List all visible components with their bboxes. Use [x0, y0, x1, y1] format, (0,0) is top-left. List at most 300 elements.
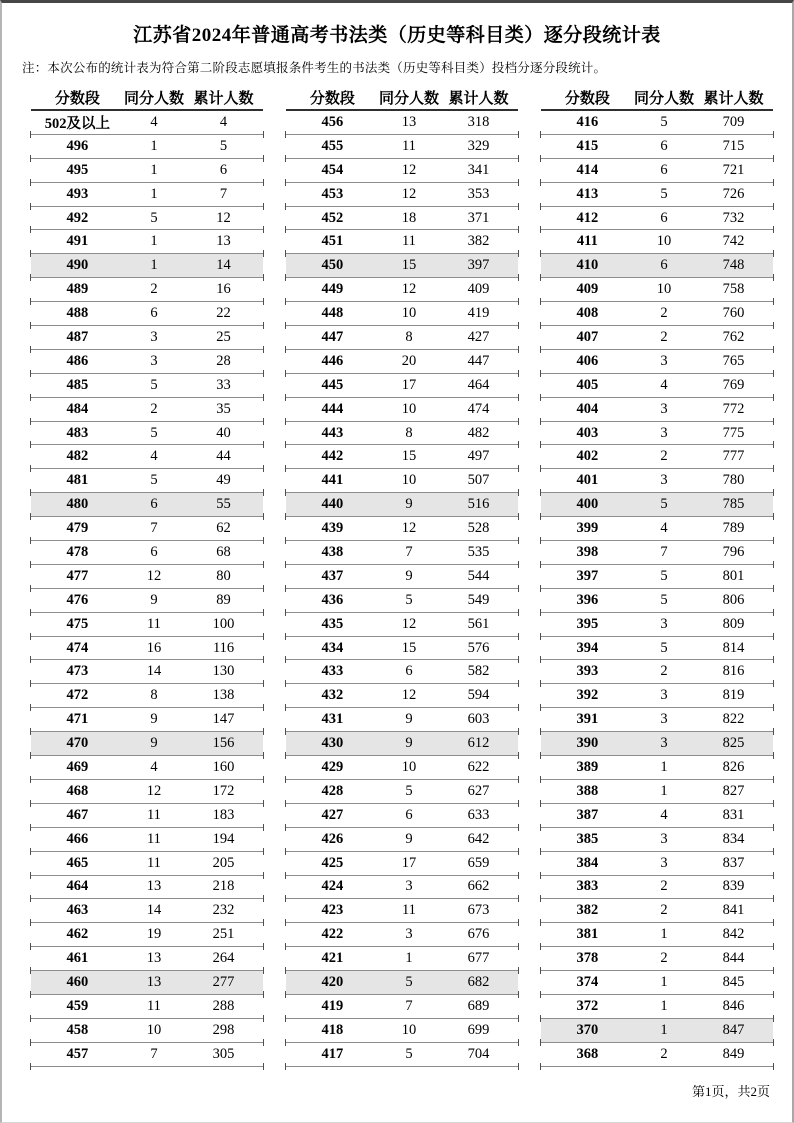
same-count-cell: 5 [660, 639, 668, 656]
table-row [541, 876, 773, 900]
table-row [286, 374, 518, 398]
score-cell: 425 [321, 854, 344, 871]
score-cell: 486 [66, 352, 89, 369]
cumulative-count-cell: 49 [216, 472, 231, 489]
score-cell: 460 [66, 974, 89, 990]
score-cell: 432 [321, 687, 344, 704]
score-cell: 422 [321, 926, 344, 943]
score-cell: 472 [66, 687, 89, 704]
same-count-cell: 10 [401, 472, 417, 489]
score-cell: 416 [576, 113, 599, 130]
cumulative-count-cell: 544 [467, 567, 490, 584]
score-cell: 466 [66, 830, 89, 847]
cumulative-count-cell: 659 [467, 854, 490, 871]
score-cell: 430 [321, 735, 344, 752]
same-count-cell: 10 [401, 400, 417, 417]
same-count-cell: 5 [150, 209, 158, 226]
cumulative-count-cell: 35 [216, 400, 231, 417]
same-count-cell: 11 [146, 997, 161, 1014]
table-row [31, 637, 263, 661]
same-count-cell: 5 [660, 591, 668, 608]
score-cell: 404 [576, 400, 599, 417]
score-cell: 368 [576, 1045, 599, 1062]
cumulative-count-cell: 837 [722, 854, 745, 871]
same-count-cell: 13 [146, 974, 162, 990]
same-count-cell: 5 [660, 113, 668, 130]
score-cell: 417 [321, 1045, 344, 1062]
score-cell: 446 [321, 352, 344, 369]
table-row [31, 1019, 263, 1043]
table-row [286, 207, 518, 231]
table-row [541, 828, 773, 852]
score-cell: 475 [66, 615, 89, 632]
same-count-cell: 1 [660, 974, 668, 990]
table-row [541, 613, 773, 637]
same-count-cell: 3 [660, 400, 668, 417]
same-count-cell: 3 [660, 352, 668, 369]
table-row [31, 230, 263, 254]
table-row [286, 183, 518, 207]
table-row [31, 732, 263, 756]
table-body [541, 111, 773, 1067]
cumulative-count-cell: 785 [722, 496, 745, 513]
same-count-cell: 9 [405, 567, 413, 584]
cumulative-count-cell: 772 [722, 400, 745, 417]
same-count-cell: 6 [150, 305, 158, 322]
table-row [541, 660, 773, 684]
table-row [31, 684, 263, 708]
score-cell: 398 [576, 543, 599, 560]
table-row [286, 1043, 518, 1067]
table-row [541, 899, 773, 923]
cumulative-count-cell: 801 [722, 567, 745, 584]
score-cell: 411 [576, 233, 598, 250]
cumulative-count-cell: 535 [467, 543, 490, 560]
same-count-cell: 13 [401, 113, 417, 130]
score-cell: 453 [321, 185, 344, 202]
score-cell: 496 [66, 137, 89, 154]
score-cell: 488 [66, 305, 89, 322]
cumulative-count-cell: 16 [216, 281, 231, 298]
same-count-cell: 20 [401, 352, 417, 369]
same-count-cell: 3 [405, 926, 413, 943]
cumulative-count-cell: 780 [722, 472, 745, 489]
cumulative-count-cell: 561 [467, 615, 490, 632]
cumulative-count-cell: 183 [212, 806, 235, 823]
cumulative-count-cell: 612 [467, 735, 490, 752]
cumulative-count-cell: 371 [467, 209, 490, 226]
cumulative-count-cell: 726 [722, 185, 745, 202]
cumulative-count-cell: 80 [216, 567, 231, 584]
score-cell: 412 [576, 209, 599, 226]
table-row [31, 923, 263, 947]
cumulative-count-cell: 341 [467, 161, 490, 178]
page-title: 江苏省2024年普通高考书法类（历史等科目类）逐分段统计表 [133, 25, 661, 46]
cumulative-count-cell: 748 [722, 257, 745, 274]
cumulative-count-cell: 497 [467, 448, 490, 465]
table-row [541, 493, 773, 517]
same-count-cell: 10 [401, 758, 417, 775]
same-count-cell: 2 [150, 281, 158, 298]
same-count-cell: 3 [660, 472, 668, 489]
cumulative-count-cell: 409 [467, 281, 490, 298]
cumulative-count-cell: 427 [467, 328, 490, 345]
same-count-cell: 12 [401, 281, 417, 298]
table-row [286, 135, 518, 159]
col-header-score: 分数段 [54, 90, 100, 107]
same-count-cell: 15 [401, 448, 417, 465]
score-cell: 442 [321, 448, 344, 465]
table-row [286, 302, 518, 326]
table-row [286, 637, 518, 661]
same-count-cell: 12 [401, 615, 417, 632]
table-row [31, 111, 263, 135]
table-row [541, 756, 773, 780]
same-count-cell: 11 [401, 233, 416, 250]
score-tables [31, 85, 773, 1067]
cumulative-count-cell: 760 [722, 305, 745, 322]
same-count-cell: 4 [150, 113, 158, 130]
table-row [286, 780, 518, 804]
table-row [541, 302, 773, 326]
score-cell: 457 [66, 1045, 89, 1062]
cumulative-count-cell: 25 [216, 328, 231, 345]
same-count-cell: 1 [405, 950, 413, 967]
same-count-cell: 18 [401, 209, 417, 226]
table-row [541, 708, 773, 732]
score-cell: 421 [321, 950, 344, 967]
table-row [286, 469, 518, 493]
same-count-cell: 1 [150, 257, 158, 274]
cumulative-count-cell: 765 [722, 352, 745, 369]
score-cell: 491 [66, 233, 89, 250]
cumulative-count-cell: 329 [467, 137, 490, 154]
same-count-cell: 10 [401, 1021, 417, 1038]
cumulative-count-cell: 622 [467, 758, 490, 775]
cumulative-count-cell: 582 [467, 663, 490, 680]
cumulative-count-cell: 528 [467, 520, 490, 537]
cumulative-count-cell: 842 [722, 926, 745, 943]
table-row [541, 971, 773, 995]
table-header [541, 85, 773, 111]
cumulative-count-cell: 288 [212, 997, 235, 1014]
cumulative-count-cell: 6 [219, 161, 228, 178]
cumulative-count-cell: 689 [467, 997, 490, 1014]
same-count-cell: 12 [401, 161, 417, 178]
score-cell: 456 [321, 113, 344, 130]
same-count-cell: 3 [660, 687, 668, 704]
table-row [286, 971, 518, 995]
same-count-cell: 2 [660, 448, 668, 465]
score-cell: 465 [66, 854, 89, 871]
score-cell: 459 [66, 997, 89, 1014]
score-cell: 429 [321, 758, 344, 775]
col-header-cumulative-count: 累计人数 [193, 90, 254, 107]
same-count-cell: 9 [150, 591, 158, 608]
score-cell: 467 [66, 806, 89, 823]
cumulative-count-cell: 22 [216, 305, 231, 322]
score-cell: 455 [321, 137, 344, 154]
same-count-cell: 6 [660, 209, 668, 226]
table-row [286, 398, 518, 422]
table-row [541, 135, 773, 159]
cumulative-count-cell: 758 [722, 281, 745, 298]
score-cell: 414 [576, 161, 599, 178]
table-row [286, 876, 518, 900]
cumulative-count-cell: 827 [722, 782, 745, 799]
score-cell: 391 [576, 711, 599, 728]
cumulative-count-cell: 156 [212, 735, 235, 752]
table-row [541, 326, 773, 350]
same-count-cell: 5 [405, 591, 413, 608]
same-count-cell: 2 [660, 878, 668, 895]
score-cell: 483 [66, 424, 89, 441]
score-cell: 389 [576, 758, 599, 775]
same-count-cell: 12 [401, 520, 417, 537]
cumulative-count-cell: 147 [212, 711, 235, 728]
score-cell: 387 [576, 806, 599, 823]
cumulative-count-cell: 839 [722, 878, 745, 895]
same-count-cell: 6 [405, 806, 413, 823]
table-row [286, 422, 518, 446]
table-row [541, 1019, 773, 1043]
same-count-cell: 3 [150, 328, 158, 345]
score-cell: 420 [321, 974, 344, 990]
table-row [541, 374, 773, 398]
col-header-cumulative-count: 累计人数 [448, 90, 509, 107]
score-cell: 462 [66, 926, 89, 943]
score-cell: 451 [321, 233, 344, 250]
table-row [286, 899, 518, 923]
score-table-3 [541, 85, 773, 1067]
same-count-cell: 11 [401, 902, 416, 919]
table-row [31, 613, 263, 637]
table-row [31, 828, 263, 852]
score-cell: 402 [576, 448, 599, 465]
score-cell: 461 [66, 950, 89, 967]
score-table-1 [31, 85, 263, 1067]
cumulative-count-cell: 769 [722, 376, 745, 393]
table-row [286, 852, 518, 876]
col-header-same-count: 同分人数 [378, 90, 439, 107]
score-cell: 449 [321, 281, 344, 298]
table-row [31, 278, 263, 302]
cumulative-count-cell: 232 [212, 902, 235, 919]
same-count-cell: 15 [401, 257, 417, 274]
score-cell: 487 [66, 328, 89, 345]
score-cell: 383 [576, 878, 599, 895]
score-cell: 485 [66, 376, 89, 393]
cumulative-count-cell: 709 [722, 113, 745, 130]
score-cell: 468 [66, 782, 89, 799]
table-row [31, 302, 263, 326]
cumulative-count-cell: 130 [212, 663, 235, 680]
score-cell: 476 [66, 591, 89, 608]
score-cell: 394 [576, 639, 599, 656]
score-cell: 400 [576, 496, 599, 513]
score-cell: 431 [321, 711, 344, 728]
same-count-cell: 7 [150, 1045, 158, 1062]
score-cell: 374 [576, 974, 599, 990]
table-row [286, 159, 518, 183]
table-row [286, 804, 518, 828]
score-cell: 463 [66, 902, 89, 919]
cumulative-count-cell: 777 [722, 448, 745, 465]
cumulative-count-cell: 814 [722, 639, 745, 656]
table-row [31, 899, 263, 923]
table-row [286, 254, 518, 278]
cumulative-count-cell: 447 [467, 352, 490, 369]
cumulative-count-cell: 116 [212, 639, 235, 656]
score-cell: 441 [321, 472, 344, 489]
table-row [541, 684, 773, 708]
cumulative-count-cell: 397 [467, 257, 490, 274]
score-cell: 437 [321, 567, 344, 584]
same-count-cell: 11 [401, 137, 416, 154]
table-row [31, 971, 263, 995]
cumulative-count-cell: 5 [219, 137, 228, 154]
page-number: 第1页，共2页 [691, 1084, 770, 1099]
table-row [541, 469, 773, 493]
cumulative-count-cell: 732 [722, 209, 745, 226]
table-row [541, 398, 773, 422]
score-cell: 409 [576, 281, 599, 298]
same-count-cell: 4 [660, 806, 668, 823]
cumulative-count-cell: 55 [216, 496, 231, 513]
score-cell: 436 [321, 591, 344, 608]
score-cell: 502及以上 [44, 115, 111, 132]
same-count-cell: 3 [660, 711, 668, 728]
same-count-cell: 6 [150, 496, 158, 513]
same-count-cell: 10 [401, 305, 417, 322]
score-cell: 392 [576, 687, 599, 704]
table-row [286, 230, 518, 254]
cumulative-count-cell: 633 [467, 806, 490, 823]
cumulative-count-cell: 676 [467, 926, 490, 943]
same-count-cell: 1 [660, 997, 668, 1014]
cumulative-count-cell: 277 [212, 974, 235, 990]
score-cell: 428 [321, 782, 344, 799]
table-row [541, 995, 773, 1019]
cumulative-count-cell: 474 [467, 400, 490, 417]
same-count-cell: 7 [405, 543, 413, 560]
cumulative-count-cell: 305 [212, 1045, 235, 1062]
table-row [286, 708, 518, 732]
cumulative-count-cell: 68 [216, 543, 231, 560]
score-cell: 423 [321, 902, 344, 919]
same-count-cell: 1 [660, 758, 668, 775]
score-cell: 393 [576, 663, 599, 680]
table-row [541, 923, 773, 947]
table-row [541, 254, 773, 278]
score-cell: 458 [66, 1021, 89, 1038]
score-cell: 484 [66, 400, 89, 417]
score-cell: 454 [321, 161, 344, 178]
same-count-cell: 2 [660, 328, 668, 345]
table-row [541, 278, 773, 302]
cumulative-count-cell: 642 [467, 830, 490, 847]
score-cell: 493 [66, 185, 89, 202]
cumulative-count-cell: 775 [722, 424, 745, 441]
table-row [31, 207, 263, 231]
same-count-cell: 3 [660, 830, 668, 847]
same-count-cell: 4 [660, 376, 668, 393]
score-cell: 372 [576, 997, 599, 1014]
same-count-cell: 3 [660, 735, 668, 752]
score-cell: 397 [576, 567, 599, 584]
table-row [541, 445, 773, 469]
table-row [541, 517, 773, 541]
table-row [31, 660, 263, 684]
same-count-cell: 1 [660, 782, 668, 799]
cumulative-count-cell: 44 [216, 448, 231, 465]
col-header-same-count: 同分人数 [633, 90, 694, 107]
table-row [31, 780, 263, 804]
score-cell: 495 [66, 161, 89, 178]
cumulative-count-cell: 33 [216, 376, 231, 393]
table-row [31, 1043, 263, 1067]
table-header [286, 85, 518, 111]
table-body [286, 111, 518, 1067]
same-count-cell: 9 [405, 830, 413, 847]
score-cell: 415 [576, 137, 599, 154]
score-table-2 [286, 85, 518, 1067]
table-row [541, 589, 773, 613]
score-cell: 381 [576, 926, 599, 943]
table-row [31, 493, 263, 517]
same-count-cell: 1 [150, 161, 158, 178]
table-row [31, 135, 263, 159]
score-cell: 396 [576, 591, 599, 608]
score-cell: 481 [66, 472, 89, 489]
cumulative-count-cell: 677 [467, 950, 490, 967]
cumulative-count-cell: 353 [467, 185, 490, 202]
table-row [286, 493, 518, 517]
same-count-cell: 16 [146, 639, 162, 656]
table-body [31, 111, 263, 1067]
same-count-cell: 14 [146, 663, 162, 680]
table-row [31, 445, 263, 469]
score-cell: 433 [321, 663, 344, 680]
score-cell: 424 [321, 878, 344, 895]
cumulative-count-cell: 14 [216, 257, 231, 274]
cumulative-count-cell: 845 [722, 974, 745, 990]
cumulative-count-cell: 826 [722, 758, 745, 775]
same-count-cell: 9 [150, 735, 158, 752]
same-count-cell: 11 [146, 806, 161, 823]
score-cell: 427 [321, 806, 344, 823]
table-row [286, 111, 518, 135]
table-row [541, 852, 773, 876]
score-cell: 438 [321, 543, 344, 560]
cumulative-count-cell: 849 [722, 1045, 745, 1062]
same-count-cell: 2 [660, 902, 668, 919]
cumulative-count-cell: 40 [216, 424, 231, 441]
table-row [31, 947, 263, 971]
same-count-cell: 13 [146, 950, 162, 967]
cumulative-count-cell: 464 [467, 376, 490, 393]
same-count-cell: 11 [146, 854, 161, 871]
score-cell: 370 [576, 1021, 599, 1038]
table-row [31, 422, 263, 446]
table-row [541, 565, 773, 589]
score-cell: 444 [321, 400, 344, 417]
cumulative-count-cell: 89 [216, 591, 231, 608]
table-row [31, 398, 263, 422]
table-row [541, 732, 773, 756]
same-count-cell: 8 [150, 687, 158, 704]
same-count-cell: 12 [401, 185, 417, 202]
